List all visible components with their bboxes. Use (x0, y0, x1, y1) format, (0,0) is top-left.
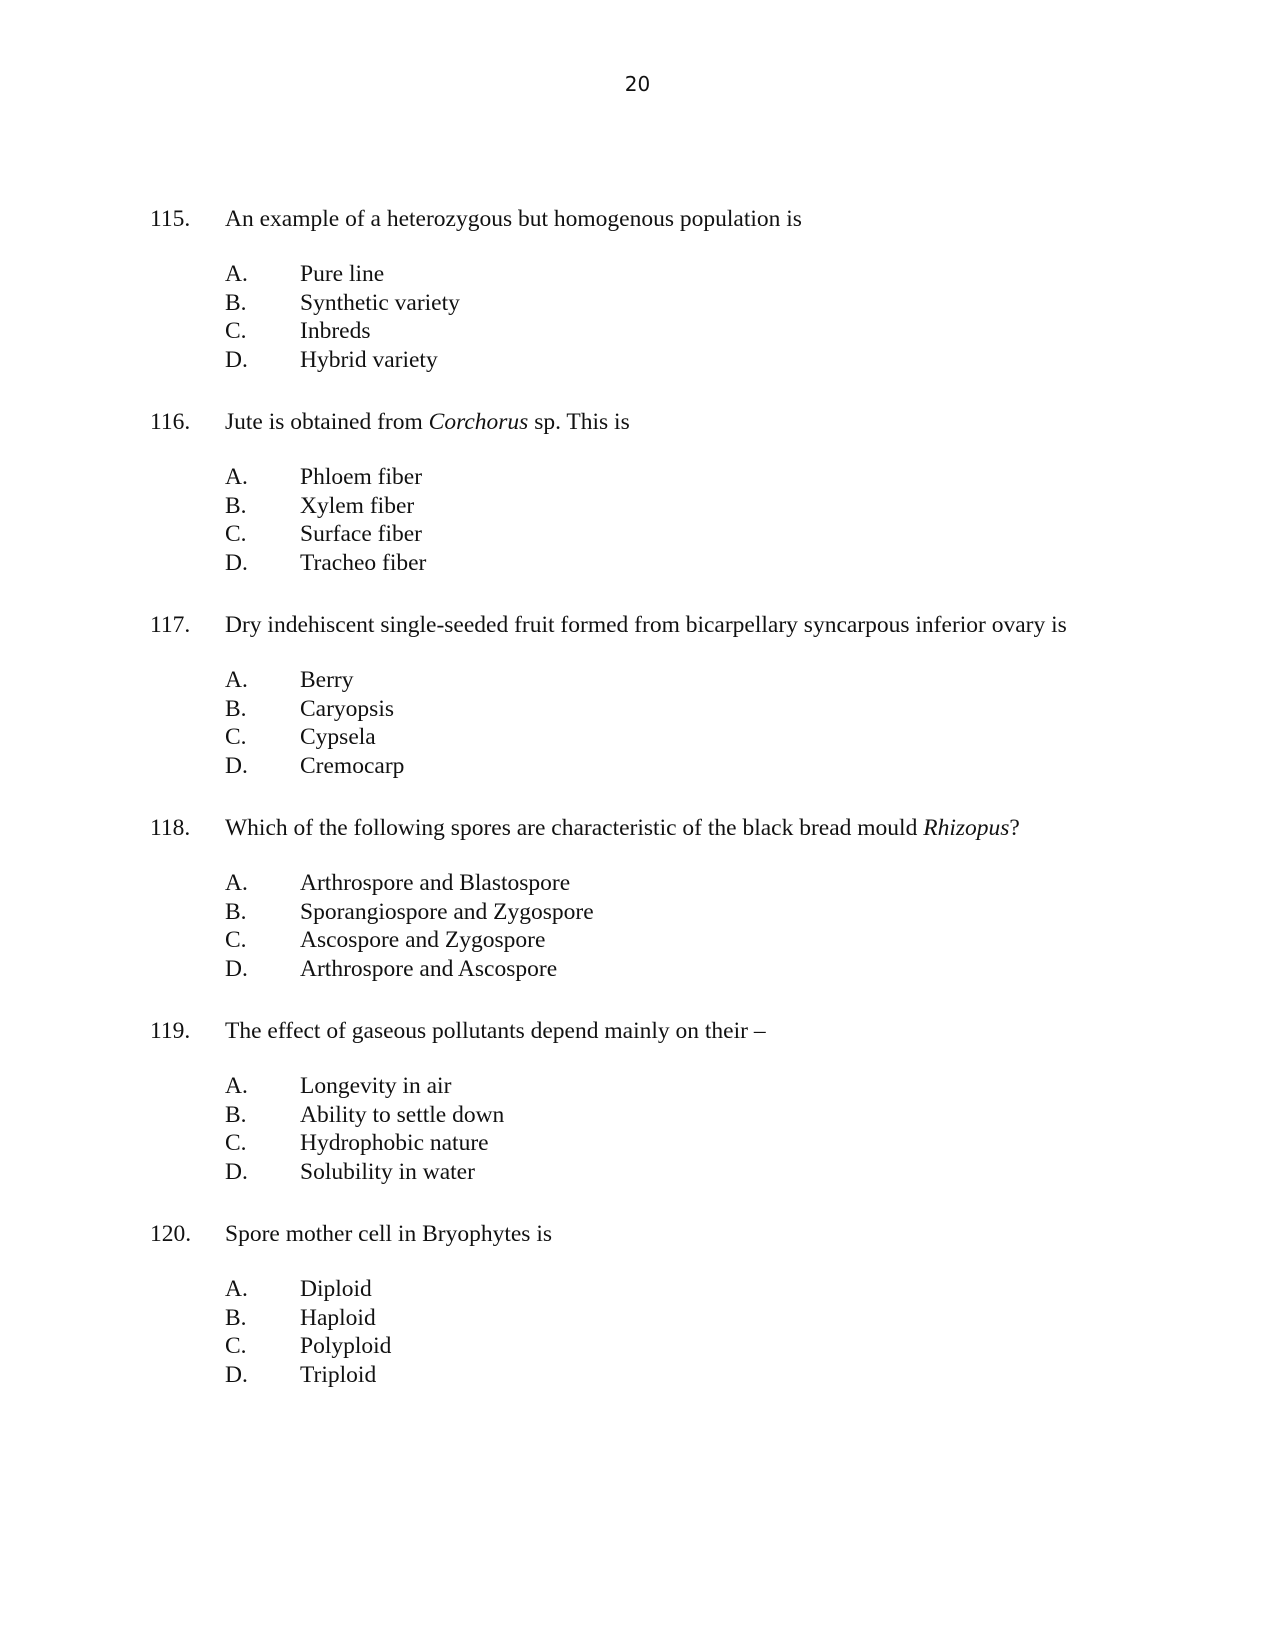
option-letter: A. (225, 464, 248, 490)
question-number: 115. (150, 206, 191, 232)
answer-options (150, 666, 1230, 780)
option-d (225, 955, 1230, 984)
option-c (225, 1129, 1230, 1158)
question-stem (150, 611, 1230, 640)
option-text: Tracheo fiber (300, 549, 427, 576)
option-text: Longevity in air (300, 1073, 452, 1099)
option-text: Inbreds (300, 318, 371, 344)
question-text-part: The effect of gaseous pollutants depend mainly on their – (225, 1018, 766, 1044)
option-letter: A. (225, 261, 248, 287)
question-text-part: Spore mother cell in Bryophytes is (225, 1221, 552, 1247)
question-text (225, 1220, 1230, 1249)
option-letter: B. (225, 289, 247, 316)
question-text-part: Dry indehiscent single-seeded fruit formed from bicarpellary syncarpous inferior ovary is (225, 612, 1067, 638)
option-b (225, 1304, 1230, 1333)
option-text: Haploid (300, 1304, 376, 1331)
option-text: Polyploid (300, 1333, 392, 1359)
question-text (225, 408, 1230, 437)
question-text (225, 1017, 1230, 1046)
option-letter: C. (225, 521, 247, 547)
option-letter: B. (225, 695, 247, 722)
option-a (225, 260, 1230, 289)
option-text: Arthrospore and Ascospore (300, 955, 558, 982)
question-number: 116. (150, 409, 191, 435)
question-number: 120. (150, 1221, 192, 1247)
option-c (225, 926, 1230, 955)
option-b (225, 898, 1230, 927)
question-text-part: Jute is obtained from (225, 409, 429, 435)
option-letter: D. (225, 549, 248, 576)
question-text-part: Which of the following spores are characteristic of the black bread mould (225, 815, 924, 841)
question-text (225, 814, 1230, 843)
option-text: Caryopsis (300, 695, 394, 722)
option-letter: D. (225, 346, 248, 373)
question-number: 117. (150, 612, 191, 638)
option-b (225, 1101, 1230, 1130)
option-letter: B. (225, 1101, 247, 1128)
option-text: Surface fiber (300, 521, 422, 547)
option-a (225, 463, 1230, 492)
page-number: 20 (624, 72, 651, 96)
option-c (225, 723, 1230, 752)
answer-options (150, 869, 1230, 983)
option-letter: C. (225, 724, 247, 750)
option-d (225, 549, 1230, 578)
question-117 (150, 611, 1230, 780)
question-text (225, 205, 1230, 234)
option-d (225, 1361, 1230, 1390)
question-stem (150, 205, 1230, 234)
option-letter: C. (225, 1130, 247, 1156)
question-text-part: An example of a heterozygous but homogenous population is (225, 206, 802, 232)
option-letter: C. (225, 318, 247, 344)
question-116 (150, 408, 1230, 577)
question-stem (150, 408, 1230, 437)
option-text: Triploid (300, 1361, 377, 1388)
answer-options (150, 260, 1230, 374)
question-text-part: ? (1009, 815, 1020, 841)
option-c (225, 317, 1230, 346)
option-letter: B. (225, 492, 247, 519)
question-120 (150, 1220, 1230, 1389)
question-text (225, 611, 1230, 640)
option-letter: A. (225, 1276, 248, 1302)
option-a (225, 1275, 1230, 1304)
option-letter: C. (225, 927, 247, 953)
question-number: 119. (150, 1018, 191, 1044)
option-text: Diploid (300, 1276, 372, 1302)
option-text: Xylem fiber (300, 492, 415, 519)
option-c (225, 520, 1230, 549)
option-d (225, 1158, 1230, 1187)
option-letter: D. (225, 955, 248, 982)
option-text: Ascospore and Zygospore (300, 927, 546, 953)
question-118 (150, 814, 1230, 983)
species-name-italic: Rhizopus (923, 815, 1010, 841)
option-letter: B. (225, 898, 247, 925)
option-text: Ability to settle down (300, 1101, 505, 1128)
question-number: 118. (150, 815, 191, 841)
question-119 (150, 1017, 1230, 1186)
option-text: Arthrospore and Blastospore (300, 870, 571, 896)
option-letter: A. (225, 870, 248, 896)
option-a (225, 869, 1230, 898)
question-text-part: sp. This is (528, 409, 630, 435)
option-text: Synthetic variety (300, 289, 460, 316)
option-letter: A. (225, 1073, 248, 1099)
answer-options (150, 1275, 1230, 1389)
option-letter: B. (225, 1304, 247, 1331)
answer-options (150, 463, 1230, 577)
question-stem (150, 1220, 1230, 1249)
option-letter: A. (225, 667, 248, 693)
option-d (225, 752, 1230, 781)
option-a (225, 666, 1230, 695)
option-letter: D. (225, 1158, 248, 1185)
species-name-italic: Corchorus (428, 409, 529, 435)
option-d (225, 346, 1230, 375)
question-115 (150, 205, 1230, 374)
answer-options (150, 1072, 1230, 1186)
option-b (225, 492, 1230, 521)
option-text: Pure line (300, 261, 385, 287)
option-text: Phloem fiber (300, 464, 423, 490)
option-text: Sporangiospore and Zygospore (300, 898, 594, 925)
question-stem (150, 1017, 1230, 1046)
option-letter: D. (225, 1361, 248, 1388)
question-list (150, 205, 1230, 1423)
option-c (225, 1332, 1230, 1361)
option-b (225, 695, 1230, 724)
option-text: Hybrid variety (300, 346, 438, 373)
option-text: Solubility in water (300, 1158, 475, 1185)
option-text: Cremocarp (300, 752, 405, 779)
option-text: Cypsela (300, 724, 376, 750)
option-text: Hydrophobic nature (300, 1130, 489, 1156)
option-letter: C. (225, 1333, 247, 1359)
option-letter: D. (225, 752, 248, 779)
option-text: Berry (300, 667, 354, 693)
option-b (225, 289, 1230, 318)
option-a (225, 1072, 1230, 1101)
question-stem (150, 814, 1230, 843)
